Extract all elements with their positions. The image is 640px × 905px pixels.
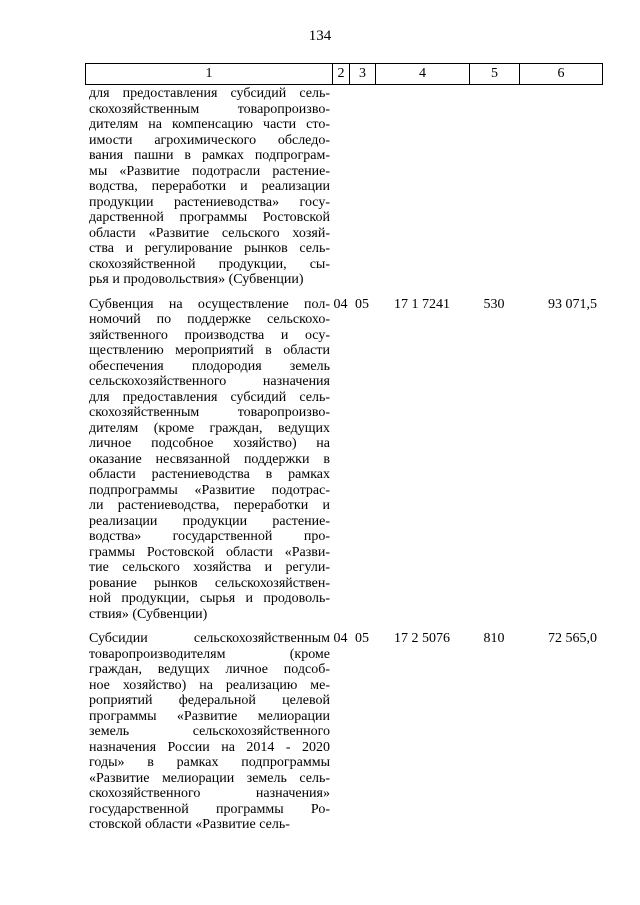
description-line: дителям на компенсацию части сто- bbox=[89, 117, 330, 132]
page-number: 134 bbox=[308, 28, 332, 44]
table-row bbox=[85, 297, 601, 623]
section-code-cell bbox=[332, 86, 349, 288]
description-line: области растениеводства в рамках bbox=[89, 467, 330, 482]
description-line: назначения России на 2014 - 2020 bbox=[89, 739, 330, 755]
header-col-5: 5 bbox=[470, 64, 520, 84]
description-line: земель сельскохозяйственного bbox=[89, 724, 330, 739]
description-line: «Развитие мелиорации земель сель- bbox=[89, 770, 330, 786]
description-line: государственной программы Ро- bbox=[89, 801, 330, 817]
table-row bbox=[85, 631, 601, 833]
description-line: реализации продукции растение- bbox=[89, 513, 330, 529]
description-line: Субвенция на осуществление пол- bbox=[89, 296, 330, 312]
description-line: Субсидии сельскохозяйственным bbox=[89, 631, 330, 646]
description-line: скохозяйственным товаропроизво- bbox=[89, 101, 330, 117]
description-line: ствия» (Субвенции) bbox=[89, 606, 208, 622]
description-line: роприятий федеральной целевой bbox=[89, 693, 330, 708]
row-gap bbox=[85, 288, 601, 297]
target-article-cell bbox=[375, 86, 469, 288]
target-article-cell: 17 2 5076 bbox=[394, 631, 450, 646]
description-line: стовской области «Развитие сель- bbox=[89, 817, 290, 832]
header-col-4: 4 bbox=[376, 64, 470, 84]
description-line: скохозяйственного назначения» bbox=[89, 786, 330, 801]
amount-cell: 72 565,0 bbox=[548, 631, 597, 646]
target-article-cell: 17 1 7241 bbox=[394, 296, 450, 312]
description-line: скохозяйственной продукции, сы- bbox=[89, 256, 330, 272]
description-line: сельскохозяйственного назначения bbox=[89, 374, 330, 389]
description-line: ства и регулирование рынков сель- bbox=[89, 241, 330, 256]
description-line: ное хозяйство) на реализацию ме- bbox=[89, 677, 330, 693]
description-line: дарственной программы Ростовской bbox=[89, 210, 330, 225]
description-cell bbox=[85, 86, 332, 288]
section-code-cell: 04 bbox=[333, 296, 348, 312]
header-col-1: 1 bbox=[86, 64, 333, 84]
description-line: обеспечения плодородия земель bbox=[89, 358, 330, 374]
description-line: личное подсобное хозяйство) на bbox=[89, 436, 330, 451]
description-line: мы «Развитие подотрасли растение- bbox=[89, 163, 330, 179]
description-line: ществлению мероприятий в области bbox=[89, 343, 330, 358]
description-line: программы «Развитие мелиорации bbox=[89, 708, 330, 724]
section-code-cell: 04 bbox=[333, 631, 348, 646]
description-line: водства, переработки и реализации bbox=[89, 179, 330, 194]
description-line: имости агрохимического обследо- bbox=[89, 132, 330, 148]
description-line: подпрограммы «Развитие подотрас- bbox=[89, 482, 330, 498]
description-line: дителям (кроме граждан, ведущих bbox=[89, 420, 330, 436]
description-line: рование рынков сельскохозяйствен- bbox=[89, 575, 330, 591]
description-line: граммы Ростовской области «Разви- bbox=[89, 544, 330, 560]
description-line: вания пашни в рамках подпрограм- bbox=[89, 148, 330, 163]
amount-cell bbox=[519, 86, 601, 288]
subsection-code-cell: 05 bbox=[355, 631, 369, 646]
subsection-code-cell bbox=[349, 86, 375, 288]
description-cell bbox=[85, 631, 332, 833]
description-line: годы» в рамках подпрограммы bbox=[89, 755, 330, 770]
description-line: граждан, ведущих личное подсоб- bbox=[89, 662, 330, 677]
description-cell bbox=[85, 297, 332, 623]
expense-type-cell bbox=[469, 86, 519, 288]
table-header bbox=[85, 63, 603, 85]
expense-type-cell: 810 bbox=[483, 631, 505, 646]
header-col-3: 3 bbox=[350, 64, 376, 84]
description-line: области «Развитие сельского хозяй- bbox=[89, 225, 330, 241]
description-line: водства» государственной про- bbox=[89, 529, 330, 544]
description-line: ной продукции, сырья и продоволь- bbox=[89, 591, 330, 606]
description-line: рья и продовольствия» (Субвенции) bbox=[89, 272, 304, 287]
header-col-6: 6 bbox=[557, 66, 565, 81]
expense-type-cell: 530 bbox=[483, 296, 505, 312]
description-line: зяйственного производства и осу- bbox=[89, 327, 330, 343]
subsection-code-cell: 05 bbox=[355, 296, 369, 312]
description-line: номочий по поддержке сельскохо- bbox=[89, 312, 330, 327]
row-gap bbox=[85, 622, 601, 631]
table-body bbox=[85, 86, 601, 833]
description-line: товаропроизводителям (кроме bbox=[89, 646, 330, 662]
description-line: для предоставления субсидий сель- bbox=[89, 389, 330, 405]
description-line: ли растениеводства, переработки и bbox=[89, 498, 330, 513]
description-line: для предоставления субсидий сель- bbox=[89, 86, 330, 101]
header-col-2: 2 bbox=[333, 64, 350, 84]
amount-cell: 93 071,5 bbox=[548, 296, 597, 312]
description-line: оказание несвязанной поддержки в bbox=[89, 451, 330, 467]
description-line: скохозяйственным товаропроизво- bbox=[89, 405, 330, 420]
table-row bbox=[85, 86, 601, 288]
description-line: тие сельского хозяйства и регули- bbox=[89, 560, 330, 575]
description-line: продукции растениеводства» госу- bbox=[89, 194, 330, 210]
